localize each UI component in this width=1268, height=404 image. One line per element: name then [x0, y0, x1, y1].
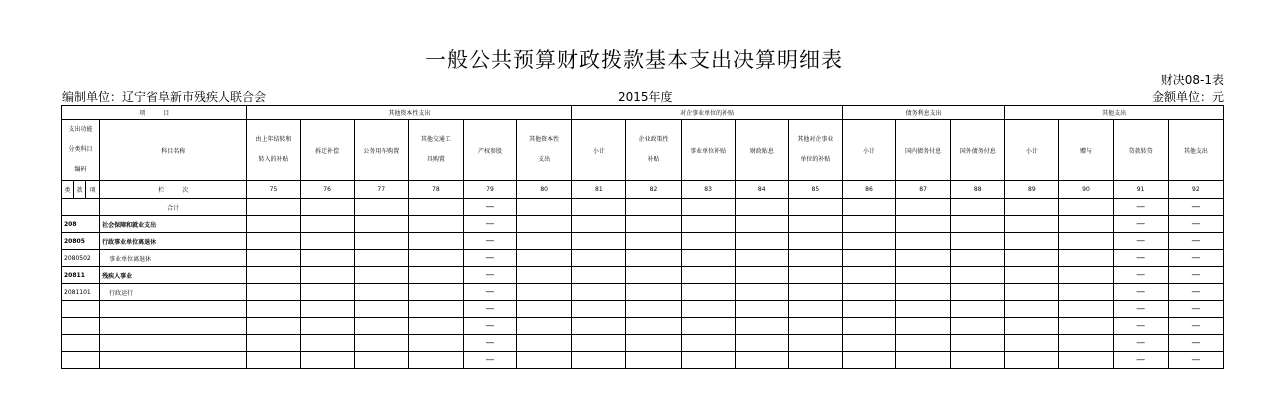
- column-number: 87: [896, 181, 951, 199]
- fiscal-year: 2015年度: [618, 90, 673, 104]
- column-number: 89: [1005, 181, 1059, 199]
- subject-code: 2080502: [62, 250, 100, 267]
- dash-cell: —: [1113, 250, 1168, 267]
- reporting-unit: 编制单位：辽宁省阜新市残疾人联合会: [62, 90, 267, 104]
- group-header-interest: 债务利息支出: [842, 106, 1004, 120]
- column-number: 77: [354, 181, 408, 199]
- dash-cell: —: [463, 318, 516, 335]
- dash-cell: —: [1168, 335, 1223, 352]
- dash-cell: —: [1168, 301, 1223, 318]
- column-header: 由上年结转和转入的补贴: [247, 120, 300, 181]
- column-header: 小计: [842, 120, 895, 181]
- group-header-other: 其他支出: [1005, 106, 1224, 120]
- column-header: 其他支出: [1168, 120, 1223, 181]
- dash-cell: —: [1168, 199, 1223, 216]
- dash-cell: —: [1168, 284, 1223, 301]
- column-header: 财政贴息: [735, 120, 788, 181]
- column-number: 76: [300, 181, 354, 199]
- dash-cell: —: [1168, 250, 1223, 267]
- form-code: 财决08-1表: [1160, 73, 1224, 87]
- column-header: 国外债务付息: [951, 120, 1005, 181]
- table-row: [62, 335, 1224, 352]
- subject-code: [62, 301, 100, 318]
- dash-cell: —: [463, 250, 516, 267]
- report-info-line: [62, 88, 1224, 104]
- total-row: [62, 199, 1224, 216]
- row-number-label: 栏 次: [100, 181, 247, 199]
- column-header: 产权参股: [463, 120, 516, 181]
- column-header: 国内债务付息: [896, 120, 951, 181]
- dash-cell: —: [1113, 199, 1168, 216]
- column-number: 86: [842, 181, 895, 199]
- dash-cell: —: [463, 301, 516, 318]
- column-number: 83: [681, 181, 735, 199]
- subject-name: [100, 318, 247, 335]
- column-header: 赠与: [1059, 120, 1113, 181]
- code-part-header: 款: [74, 181, 86, 199]
- column-number: 75: [247, 181, 300, 199]
- table-row: [62, 301, 1224, 318]
- dash-cell: —: [1113, 267, 1168, 284]
- dash-cell: —: [1113, 216, 1168, 233]
- code-part-header: 项: [86, 181, 100, 199]
- dash-cell: —: [1168, 352, 1223, 369]
- dash-cell: —: [1168, 233, 1223, 250]
- dash-cell: —: [1113, 301, 1168, 318]
- column-number: 88: [951, 181, 1005, 199]
- table-row: [62, 250, 1224, 267]
- subject-name: 行政运行: [100, 284, 247, 301]
- table-row: [62, 352, 1224, 369]
- column-header: 贷款转贷: [1113, 120, 1168, 181]
- dash-cell: —: [463, 284, 516, 301]
- dash-cell: —: [463, 199, 516, 216]
- subject-code: [62, 318, 100, 335]
- total-label: 合计: [100, 199, 247, 216]
- dash-cell: —: [1168, 216, 1223, 233]
- subject-name: [100, 335, 247, 352]
- column-header: 拆迁补偿: [300, 120, 354, 181]
- project-header: 项 目: [62, 106, 247, 120]
- table-row: [62, 233, 1224, 250]
- column-number: 78: [408, 181, 463, 199]
- subject-code: [62, 352, 100, 369]
- table-row: [62, 284, 1224, 301]
- dash-cell: —: [1113, 318, 1168, 335]
- code-cell: [62, 199, 100, 216]
- table-row: [62, 216, 1224, 233]
- column-header: 企业政策性补贴: [626, 120, 681, 181]
- dash-cell: —: [463, 335, 516, 352]
- subject-code: [62, 335, 100, 352]
- subject-name: 事业单位离退休: [100, 250, 247, 267]
- column-number: 82: [626, 181, 681, 199]
- dash-cell: —: [1113, 335, 1168, 352]
- table-row: [62, 267, 1224, 284]
- column-number: 84: [735, 181, 788, 199]
- column-header: 其他对企事业单位的补贴: [788, 120, 842, 181]
- dash-cell: —: [1113, 352, 1168, 369]
- group-header-capital: 其他资本性支出: [247, 106, 572, 120]
- column-number: 91: [1113, 181, 1168, 199]
- subject-code: 2081101: [62, 284, 100, 301]
- dash-cell: —: [1168, 318, 1223, 335]
- subject-name: 社会保障和就业支出: [100, 216, 247, 233]
- dash-cell: —: [1168, 267, 1223, 284]
- column-header: 小计: [1005, 120, 1059, 181]
- subject-name: [100, 352, 247, 369]
- column-header: 小计: [572, 120, 626, 181]
- subject-name: 残疾人事业: [100, 267, 247, 284]
- column-number: 92: [1168, 181, 1223, 199]
- dash-cell: —: [463, 233, 516, 250]
- dash-cell: —: [463, 216, 516, 233]
- subject-code: 20811: [62, 267, 100, 284]
- subject-code: 20805: [62, 233, 100, 250]
- column-header: 事业单位补贴: [681, 120, 735, 181]
- code-part-header: 类: [62, 181, 74, 199]
- column-number: 81: [572, 181, 626, 199]
- group-header-subsidy: 对企事业单位的补贴: [572, 106, 843, 120]
- subject-code-header: 支出功能分类科目编码: [62, 120, 100, 181]
- table-row: [62, 318, 1224, 335]
- expenditure-table: [61, 105, 1224, 369]
- subject-name: 行政事业单位离退休: [100, 233, 247, 250]
- amount-unit: 金额单位：元: [1151, 90, 1224, 104]
- column-number: 80: [517, 181, 572, 199]
- column-header: 其他交通工具购置: [408, 120, 463, 181]
- column-number: 90: [1059, 181, 1113, 199]
- dash-cell: —: [1113, 284, 1168, 301]
- dash-cell: —: [1113, 233, 1168, 250]
- subject-code: 208: [62, 216, 100, 233]
- subject-name-header: 科目名称: [100, 120, 247, 181]
- column-number: 85: [788, 181, 842, 199]
- column-header: 公务用车购置: [354, 120, 408, 181]
- page-title: 一般公共预算财政拨款基本支出决算明细表: [425, 48, 843, 72]
- column-number: 79: [463, 181, 516, 199]
- column-header: 其他资本性支出: [517, 120, 572, 181]
- dash-cell: —: [463, 267, 516, 284]
- dash-cell: —: [463, 352, 516, 369]
- subject-name: [100, 301, 247, 318]
